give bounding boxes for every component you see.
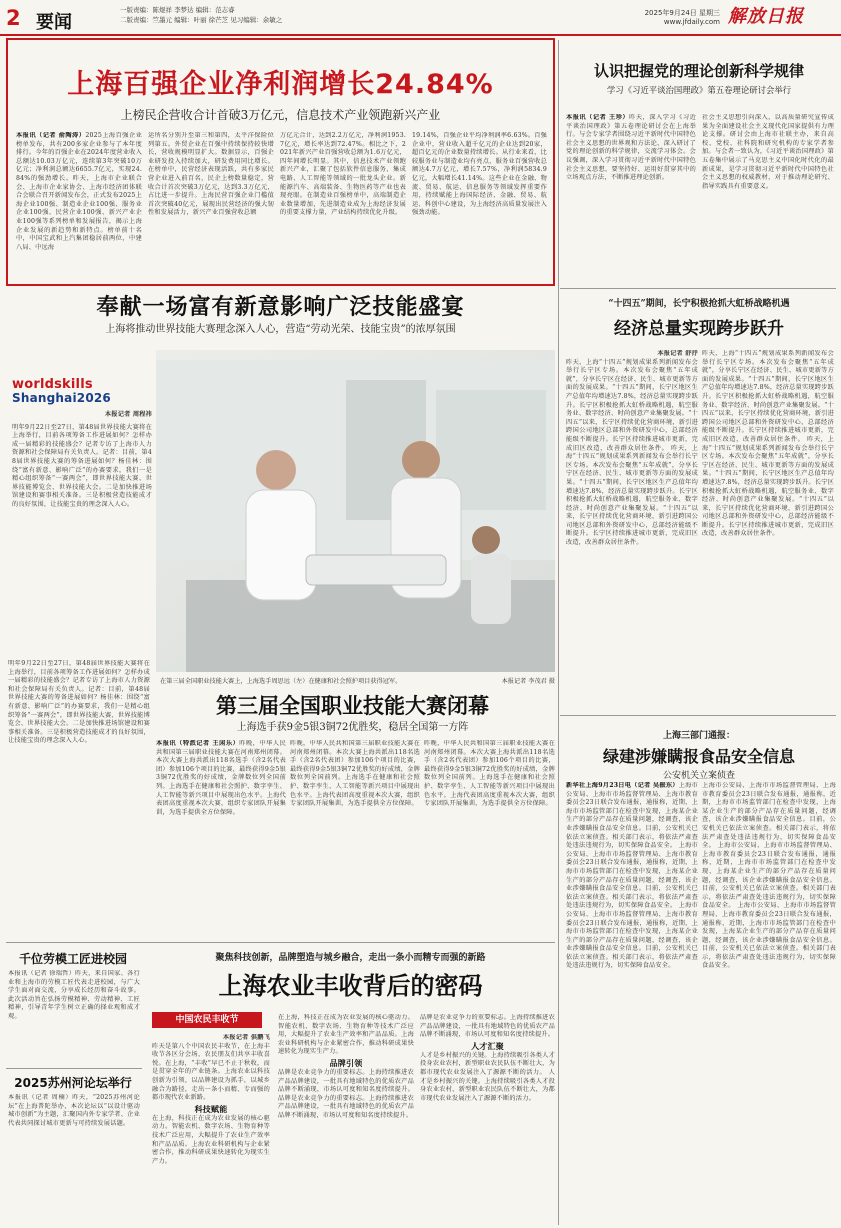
theory-headline[interactable]: 认识把握党的理论创新科学规律 bbox=[593, 62, 804, 80]
changning-byline: 本报记者 舒抒 bbox=[657, 350, 698, 357]
skills-interview bbox=[12, 378, 152, 658]
agri-column-1: 本报记者 俱鹏飞 昨天是第八个中国农民丰收节，在上海丰收节各区分会场，农民朋友们共享丰收喜悦。在上海，“丰收”早已不止于秋收，而是贯穿全年的产业链条。上海农业以科技创新为引领，以品牌建设为抓手，以城乡融合为路径，走出一条小而精、专而强的都市现代农业新路。 科技赋能 在上海，科技正在成为农业发展的核心驱动力。智能农机、数字农场、生物育种等技术广泛应用，大幅提升了农业生产效率和产品品质。上海农业科研机构与企业紧密合作，推动科研成果快速转化为现实生产力。 bbox=[152, 1034, 270, 1165]
changning-headline[interactable]: 经济总量实现跨步跃升 bbox=[614, 319, 784, 339]
column-rule bbox=[558, 40, 559, 1225]
lead-column-1: 本报讯（记者 俞陶涛）2025上海百强企业榜单发布，共有200多家企业参与了本年度排行。今年的百强企业在2024年度营业收入总额达10.03万亿元，连续第3年突破10万亿元；净利润总额达6655.7亿元，实现24.84%的强劲增长。昨天，上海市企业联合会、上海市企业家协会、上海市经济团体联合会联合召开新闻发布会，正式发布2025上海企业100强、制造业企业100强、服务业企业100强、民营企业100强、新兴产业企业100强等系列榜单和发展报告，揭示上海企业发展的新趋势和新特点。榜单前十名中，中国宝武和上汽集团稳居前两位，中建八局、中远海 bbox=[16, 132, 142, 251]
changning-column-1: 本报记者 舒抒 昨天，上海“十四五”规划成果系列新闻发布会举行长宁区专场。本次发布会聚焦“五年成就”，分享长宁区在经济、民生、城市更新等方面的发展成果。“十四五”期间，长宁区地区生产总值年均增速达7.8%，经济总量实现跨步跃升。长宁区积极抢抓大虹桥战略机遇，航空服务业、数字经济、时尚创意产业集聚发展。“十四五”以来，长宁区持续优化营商环境，新引进跨国公司地区总部和外资研发中心，总部经济能级不断提升。长宁区持续推进城市更新，完成旧区改造，改善群众居住条件。 昨天，上海“十四五”规划成果系列新闻发布会举行长宁区专场。本次发布会聚焦“五年成就”，分享长宁区在经济、民生、城市更新等方面的发展成果。“十四五”期间，长宁区地区生产总值年均增速达7.8%，经济总量实现跨步跃升。长宁区积极抢抓大虹桥战略机遇，航空服务业、数字经济、时尚创意产业集聚发展。“十四五”以来，长宁区持续优化营商环境，新引进跨国公司地区总部和外资研发中心，总部经济能级不断提升。长宁区持续推进城市更新，完成旧区改造，改善群众居住条件。 bbox=[566, 350, 698, 547]
vocational-column-2: 昨晚，中华人民共和国第三届职业技能大赛在河南郑州闭幕。本次大赛上海共派出118名选手（含2名代表团）参加106个项目的比赛，最终获得9金5银3铜72优胜奖的好成绩，金牌数位列全国前列。上海选手在健康和社会照护、数字孪生、人工智能等新兴项目中展现出色水平。上海代表团高度重视本次大赛，组织专家团队开展集训，为选手提供全方位保障。 bbox=[290, 740, 420, 808]
agri-column-3: 品牌是农业竞争力的重要标志。上海持续推进农产品品牌建设，一批具有地域特色的优质农产品品牌不断涌现，市场认可度和知名度持续提升。 人才汇聚 人才是乡村振兴的关键。上海持续吸引各类人才投身农业农村，新型职业农民队伍不断壮大，为都市现代农业发展注入了源源不断的活力。 人才是乡村振兴的关键。上海持续吸引各类人才投身农业农村，新型职业农民队伍不断壮大，为都市现代农业发展注入了源源不断的活力。 bbox=[420, 1014, 555, 1102]
vocational-column-3: 昨晚，中华人民共和国第三届职业技能大赛在河南郑州闭幕。本次大赛上海共派出118名选手（含2名代表团）参加106个项目的比赛，最终获得9金5银3铜72优胜奖的好成绩，金牌数位列全国前列。上海选手在健康和社会照护、数字孪生、人工智能等新兴项目中展现出色水平。上海代表团高度重视本次大赛，组织专家团队开展集训，为选手提供全方位保障。 bbox=[424, 740, 555, 808]
divider bbox=[6, 1068, 142, 1069]
newspaper-logo: 解放日报 bbox=[728, 6, 804, 27]
agri-section-tech: 科技赋能 bbox=[194, 1103, 228, 1114]
theory-column-1: 本报讯（记者 王珍）昨天，深入学习《习近平谈治国理政》第五卷理论研讨会在上海举行。与会专家学者围绕习近平新时代中国特色社会主义思想的世界观和方法论，深入研讨了党的理论创新的科学规律，交流学习体会。会议强调，深入学习贯彻习近平新时代中国特色社会主义思想，要坚持好、运用好贯穿其中的立场观点方法，不断推进理论创新。 bbox=[566, 114, 696, 182]
photo-caption: 在第三届全国职业技能大赛上，上海选手周思远（左）在健康和社会照护项目获得冠军。 bbox=[160, 678, 402, 685]
lead-column-4: 19.14%，百强企业平均净利润率6.63%。百强企业中，营业收入超千亿元的企业达到20家，超百亿元的企业数量持续增长。从行业来看，比较服务业与制造业均有亮点，服务业百强营收总额达4.7万亿元，增长7.57%，净利润5834.9亿元，大幅增长41.14%。这些企业在金融、物流、贸易、航运、信息服务等领域发挥重要作用，持续赋能上海国际经济、金融、贸易、航运、科创中心建设，为上海经济高质量发展注入强劲动能。 bbox=[412, 132, 547, 217]
notice-column-1: 新华社上海9月23日电（记者 吴振东）上海市公安局、上海市市场监督管理局、上海市教育委员会23日联合发布通报，通报称，近期，上海市市场监管部门在检查中发现，上海某企业生产的部分产品存在质量问题，经调查，该企业涉嫌瞒报食品安全信息。目前，公安机关已依法立案侦查。相关部门表示，将依法严肃查处违法违规行为，切实保障食品安全。 上海市公安局、上海市市场监督管理局、上海市教育委员会23日联合发布通报，通报称，近期，上海市市场监管部门在检查中发现，上海某企业生产的部分产品存在质量问题，经调查，该企业涉嫌瞒报食品安全信息。目前，公安机关已依法立案侦查。相关部门表示，将依法严肃查处违法违规行为，切实保障食品安全。 上海市公安局、上海市市场监督管理局、上海市教育委员会23日联合发布通报，通报称，近期，上海市市场监管部门在检查中发现，上海某企业生产的部分产品存在质量问题，经调查，该企业涉嫌瞒报食品安全信息。目前，公安机关已依法立案侦查。相关部门表示，将依法严肃查处违法违规行为，切实保障食品安全。 bbox=[566, 782, 698, 970]
notice-column-2: 上海市公安局、上海市市场监督管理局、上海市教育委员会23日联合发布通报，通报称，近期，上海市市场监管部门在检查中发现，上海某企业生产的部分产品存在质量问题，经调查，该企业涉嫌瞒报食品安全信息。目前，公安机关已依法立案侦查。相关部门表示，将依法严肃查处违法违规行为，切实保障食品安全。 上海市公安局、上海市市场监督管理局、上海市教育委员会23日联合发布通报，通报称，近期，上海市市场监管部门在检查中发现，上海某企业生产的部分产品存在质量问题，经调查，该企业涉嫌瞒报食品安全信息。目前，公安机关已依法立案侦查。相关部门表示，将依法严肃查处违法违规行为，切实保障食品安全。 上海市公安局、上海市市场监督管理局、上海市教育委员会23日联合发布通报，通报称，近期，上海市市场监管部门在检查中发现，上海某企业生产的部分产品存在质量问题，经调查，该企业涉嫌瞒报食品安全信息。目前，公安机关已依法立案侦查。相关部门表示，将依法严肃查处违法违规行为，切实保障食品安全。 bbox=[702, 782, 836, 970]
harvest-festival-tag: 中国农民丰收节 bbox=[152, 1012, 262, 1028]
skills-subheadline: 上海将推动世界技能大赛理念深入人心，营造“劳动光荣、技能宝贵”的浓厚氛围 bbox=[105, 324, 456, 335]
divider bbox=[560, 288, 836, 289]
section-name: 要闻 bbox=[36, 12, 72, 33]
editors-line-1: 一版责编：陈煜祥 李梦达 编辑：范志睿 bbox=[120, 6, 235, 14]
theory-column-2: 社会主义思想引向深入，以高质量研究宣传成果为全面建设社会主义现代化国家提供有力理论支撑。研讨会由上海市社联主办，来自高校、党校、社科院和研究机构的专家学者参加。与会者一致认为，《习近平谈治国理政》第五卷集中展示了马克思主义中国化时代化的最新成果，是学习贯彻习近平新时代中国特色社会主义思想的权威教材，对于推动理论研究、指导实践具有重要意义。 bbox=[702, 114, 834, 190]
agri-byline: 本报记者 俱鹏飞 bbox=[222, 1034, 270, 1041]
lead-column-2: 运所名分别升至第三和第四，太平洋保险位列第五。外贸企业在百强中持续保持较快增长，营收规模明显扩大。数据显示，百强企业研发投入持续加大，研发费用同比增长。在榜单中，民营经济表现活跃，共有多家民营企业进入前百名，民企上榜数量稳定，营收合计首次突破3万亿元，达到3.3万亿元，占比进一步提升。上海民营百强企业门槛值首次突破40亿元，展现出民营经济的强大韧性和发展活力，新兴产业百强营收总额 bbox=[148, 132, 274, 217]
notice-byline: 新华社上海9月23日电（记者 吴振东） bbox=[566, 782, 679, 789]
skills-interview-cont: 明年9月22日至27日，第48届世界技能大赛将在上海举行，目前各项筹备工作进展如何？怎样办成一届精彩的技能盛会？记者专访了上海市人力资源和社会保障局有关负责人。记者：目前，第48届世界技能大赛的筹备进展如何？杨佳林：围绕“富有新意、影响广泛”的办赛要求，我们一是精心组织筹备“一赛两会”，即世界技能大赛、世界技能博览会、世界技能大会。二是加快推进场馆建设和赛事相关准备。三是积极营造技能成才的良好氛围，让技能宝贵的理念深入人心。 bbox=[8, 660, 150, 745]
date-text: 2025年9月24日 星期三 bbox=[644, 9, 720, 17]
theory-story bbox=[562, 44, 836, 284]
notice-headline[interactable]: 绿建涉嫌瞒报食品安全信息 bbox=[602, 747, 795, 766]
worldskills-logo-text: worldskills bbox=[12, 378, 93, 392]
page-number: 2 bbox=[6, 6, 21, 30]
agri-headline[interactable]: 上海农业丰收背后的密码 bbox=[218, 972, 483, 1000]
photo-credit: 本报记者 李茂君 摄 bbox=[501, 678, 555, 685]
notice-subheadline: 公安机关立案侦查 bbox=[662, 771, 735, 781]
forum-headline[interactable]: 2025苏州河论坛举行 bbox=[14, 1076, 132, 1090]
craftsman-body: 本报讯（记者 徐瑞哲）昨天，来自国家、各行业和上海市的劳模工匠代表走进校园，与广大学生面对面交流，分享成长经历和奋斗故事。此次活动旨在弘扬劳模精神、劳动精神、工匠精神，引导青年学生树立正确的择业观和成才观。 bbox=[8, 970, 140, 1020]
changning-column-2: 昨天，上海“十四五”规划成果系列新闻发布会举行长宁区专场。本次发布会聚焦“五年成就”，分享长宁区在经济、民生、城市更新等方面的发展成果。“十四五”期间，长宁区地区生产总值年均增速达7.8%，经济总量实现跨步跃升。长宁区积极抢抓大虹桥战略机遇，航空服务业、数字经济、时尚创意产业集聚发展。“十四五”以来，长宁区持续优化营商环境，新引进跨国公司地区总部和外资研发中心，总部经济能级不断提升。长宁区持续推进城市更新，完成旧区改造，改善群众居住条件。 昨天，上海“十四五”规划成果系列新闻发布会举行长宁区专场。本次发布会聚焦“五年成就”，分享长宁区在经济、民生、城市更新等方面的发展成果。“十四五”期间，长宁区地区生产总值年均增速达7.8%，经济总量实现跨步跃升。长宁区积极抢抓大虹桥战略机遇，航空服务业、数字经济、时尚创意产业集聚发展。“十四五”以来，长宁区持续优化营商环境，新引进跨国公司地区总部和外资研发中心，总部经济能级不断提升。长宁区持续推进城市更新，完成旧区改造，改善群众居住条件。 bbox=[702, 350, 834, 538]
skills-headline[interactable]: 奉献一场富有新意影响广泛技能盛宴 bbox=[96, 295, 465, 320]
changning-kicker: “十四五”期间，长宁积极抢抓大虹桥战略机遇 bbox=[608, 299, 790, 309]
agri-section-talent: 人才汇聚 bbox=[471, 1040, 504, 1051]
craftsman-headline[interactable]: 千位劳模工匠进校园 bbox=[18, 952, 127, 966]
lead-headline[interactable]: 上海百强企业净利润增长24.84% bbox=[67, 69, 494, 100]
agri-section-brand: 品牌引领 bbox=[329, 1057, 363, 1068]
lead-story bbox=[6, 38, 555, 286]
lead-subheadline: 上榜民企营收合计首破3万亿元，信息技术产业领跑新兴产业 bbox=[120, 108, 441, 122]
issue-date bbox=[600, 9, 720, 27]
divider bbox=[6, 942, 555, 943]
vocational-headline[interactable]: 第三届全国职业技能大赛闭幕 bbox=[216, 694, 489, 718]
editors-credits bbox=[120, 5, 282, 25]
site-url[interactable]: www.jfdaily.com bbox=[663, 18, 720, 26]
vocational-subheadline: 上海选手获9金5银3铜72优胜奖，稳居全国第一方阵 bbox=[236, 722, 469, 733]
notice-kicker: 上海三部门通报： bbox=[662, 731, 735, 741]
worldskills-logo bbox=[12, 378, 152, 405]
lead-column-3: 万亿元合计，达到2.2万亿元，净利润1953.7亿元，增长率达到72.47%。相比之下，2021年新兴产业百强营收总额为1.6万亿元，四年间增长明显。其中，信息技术产业领跑新兴产业，汇聚了包括软件信息服务、集成电路、人工智能等领域的一批龙头企业。新能源汽车、高端装备、生物医药等产业也表现亮眼。在制造业百强榜单中，高端制造企业数量增加，先进制造业成为上海经济发展的重要支撑力量，产业结构持续优化升级。 bbox=[280, 132, 406, 217]
divider bbox=[560, 715, 836, 716]
forum-body: 本报讯（记者 周楠）昨天，“2025苏州河论坛”在上海普陀举办，本次论坛以“以设计驱动城市创新”为主题，汇聚国内外专家学者、企业代表共同探讨城市更新与可持续发展话题。 bbox=[8, 1094, 140, 1127]
editors-line-2: 二版责编：竺墨元 编辑：叶丽 徐芒芝 见习编辑：余敏之 bbox=[120, 16, 283, 24]
skills-interview-text: 明年9月22日至27日，第48届世界技能大赛将在上海举行，目前各项筹备工作进展如何？怎样办成一届精彩的技能盛会？记者专访了上海市人力资源和社会保障局有关负责人。记者：目前，第48届世界技能大赛的筹备进展如何？杨佳林：围绕“富有新意、影响广泛”的办赛要求，我们一是精心组织筹备“一赛两会”，即世界技能大赛、世界技能博览会、世界技能大会。二是加快推进场馆建设和赛事相关准备。三是积极营造技能成才的良好氛围，让技能宝贵的理念深入人心。 bbox=[12, 423, 152, 508]
vocational-byline: 本报讯（特派记者 王闲乐） bbox=[156, 740, 240, 747]
theory-subheadline: 学习《习近平谈治国理政》第五卷理论研讨会举行 bbox=[606, 85, 792, 95]
worldskills-logo-city: Shanghai2026 bbox=[12, 391, 111, 405]
vocational-column-1: 本报讯（特派记者 王闲乐）昨晚，中华人民共和国第三届职业技能大赛在河南郑州闭幕。本次大赛上海共派出118名选手（含2名代表团）参加106个项目的比赛，最终获得9金5银3铜72优胜奖的好成绩，金牌数位列全国前列。上海选手在健康和社会照护、数字孪生、人工智能等新兴项目中展现出色水平。上海代表团高度重视本次大赛，组织专家团队开展集训，为选手提供全方位保障。 bbox=[156, 740, 286, 816]
agri-kicker: 聚焦科技创新，品牌塑造与城乡融合，走出一条小而精专而强的新路 bbox=[215, 953, 486, 963]
masthead bbox=[0, 0, 841, 36]
agri-column-2: 在上海，科技正在成为农业发展的核心驱动力。智能农机、数字农场、生物育种等技术广泛应用，大幅提升了农业生产效率和产品品质。上海农业科研机构与企业紧密合作，推动科研成果快速转化为现实生产力。 品牌引领 品牌是农业竞争力的重要标志。上海持续推进农产品品牌建设，一批具有地域特色的优质农产品品牌不断涌现，市场认可度和知名度持续提升。 品牌是农业竞争力的重要标志。上海持续推进农产品品牌建设，一批具有地域特色的优质农产品品牌不断涌现，市场认可度和知名度持续提升。 bbox=[278, 1014, 414, 1119]
lead-byline: 本报讯（记者 俞陶涛） bbox=[16, 132, 86, 139]
skills-byline: 本报记者 周程祎 bbox=[104, 411, 152, 418]
theory-byline: 本报讯（记者 王珍） bbox=[566, 114, 630, 121]
